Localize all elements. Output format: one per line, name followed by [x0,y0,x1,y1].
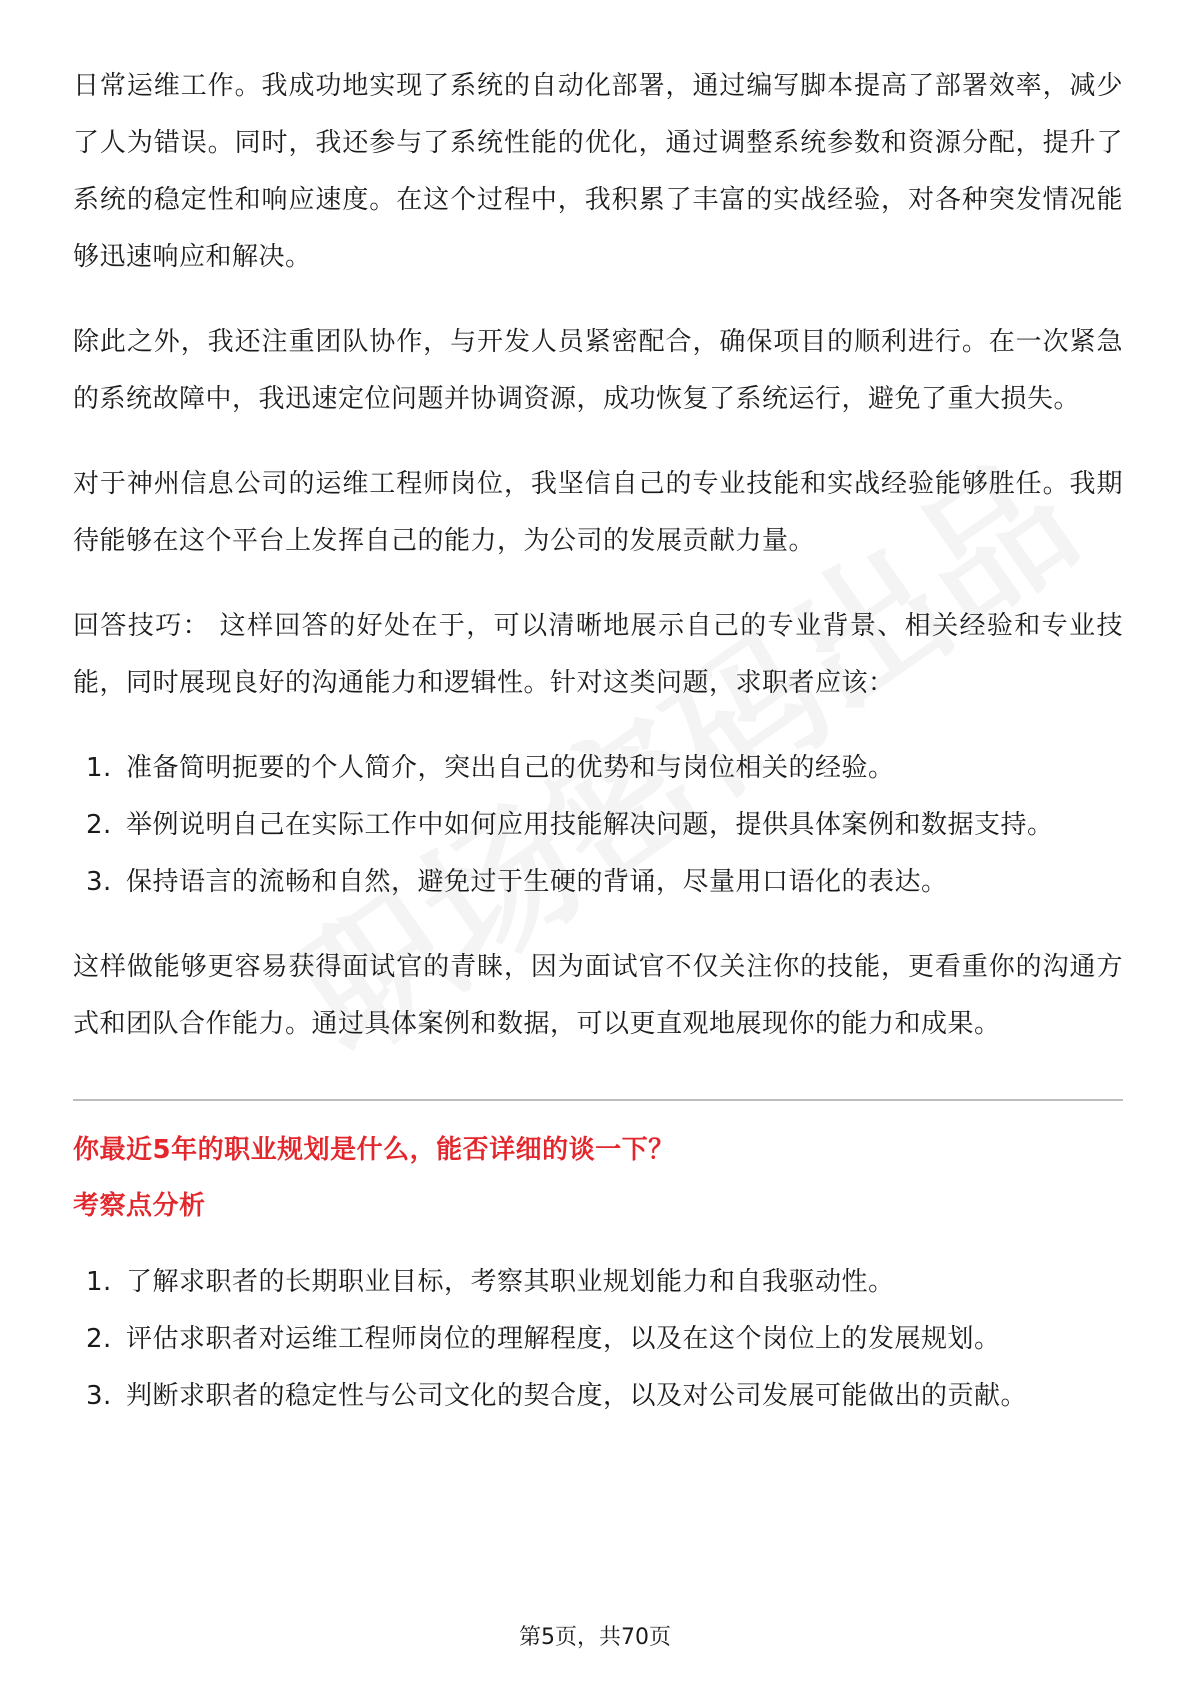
list-item [73,797,1123,854]
list-item-text: 保持语言的流畅和自然，避免过于生硬的背诵，尽量用口语化的表达。 [126,867,948,897]
list-item-text: 判断求职者的稳定性与公司文化的契合度，以及对公司发展可能做出的贡献。 [126,1381,1028,1411]
list-item-text: 准备简明扼要的个人简介，突出自己的优势和与岗位相关的经验。 [126,753,895,783]
list-number: 3. [86,867,112,897]
list-number: 3. [86,1381,112,1411]
analysis-list [73,1254,1123,1425]
list-item [73,740,1123,797]
list-number: 2. [86,810,112,840]
paragraph-ops-experience: 日常运维工作。我成功地实现了系统的自动化部署，通过编写脚本提高了部署效率，减少了人为错误。同时，我还参与了系统性能的优化，通过调整系统参数和资源分配，提升了系统的稳定性和响应速度。在这个过程中，我积累了丰富的实战经验，对各种突发情况能够迅速响应和解决。 [73,71,1123,272]
list-item [73,854,1123,911]
paragraph-closing: 这样做能够更容易获得面试官的青睐，因为面试官不仅关注你的技能，更看重你的沟通方式和团队合作能力。通过具体案例和数据，可以更直观地展现你的能力和成果。 [73,952,1123,1039]
list-item-text: 举例说明自己在实际工作中如何应用技能解决问题，提供具体案例和数据支持。 [126,810,1054,840]
page-footer: 第5页，共70页 [519,1625,671,1650]
list-item [73,1254,1123,1311]
paragraph-teamwork: 除此之外，我还注重团队协作，与开发人员紧密配合，确保项目的顺利进行。在一次紧急的系统故障中，我迅速定位问题并协调资源，成功恢复了系统运行，避免了重大损失。 [73,327,1123,414]
document-page [73,58,1123,1453]
list-number: 2. [86,1324,112,1354]
tips-list [73,740,1123,911]
section-divider [73,1099,1123,1101]
list-number: 1. [86,1267,112,1297]
list-item [73,1311,1123,1368]
list-item-text: 了解求职者的长期职业目标，考察其职业规划能力和自我驱动性。 [126,1267,895,1297]
question-heading: 你最近5年的职业规划是什么，能否详细的谈一下？ [73,1135,675,1165]
list-item [73,1368,1123,1425]
paragraph-confidence: 对于神州信息公司的运维工程师岗位，我坚信自己的专业技能和实战经验能够胜任。我期待能够在这个平台上发挥自己的能力，为公司的发展贡献力量。 [73,469,1123,556]
analysis-heading: 考察点分析 [73,1191,206,1221]
list-number: 1. [86,753,112,783]
paragraph-answer-tips: 回答技巧： 这样回答的好处在于，可以清晰地展示自己的专业背景、相关经验和专业技能，同时展现良好的沟通能力和逻辑性。针对这类问题，求职者应该： [73,611,1123,698]
list-item-text: 评估求职者对运维工程师岗位的理解程度，以及在这个岗位上的发展规划。 [126,1324,1001,1354]
